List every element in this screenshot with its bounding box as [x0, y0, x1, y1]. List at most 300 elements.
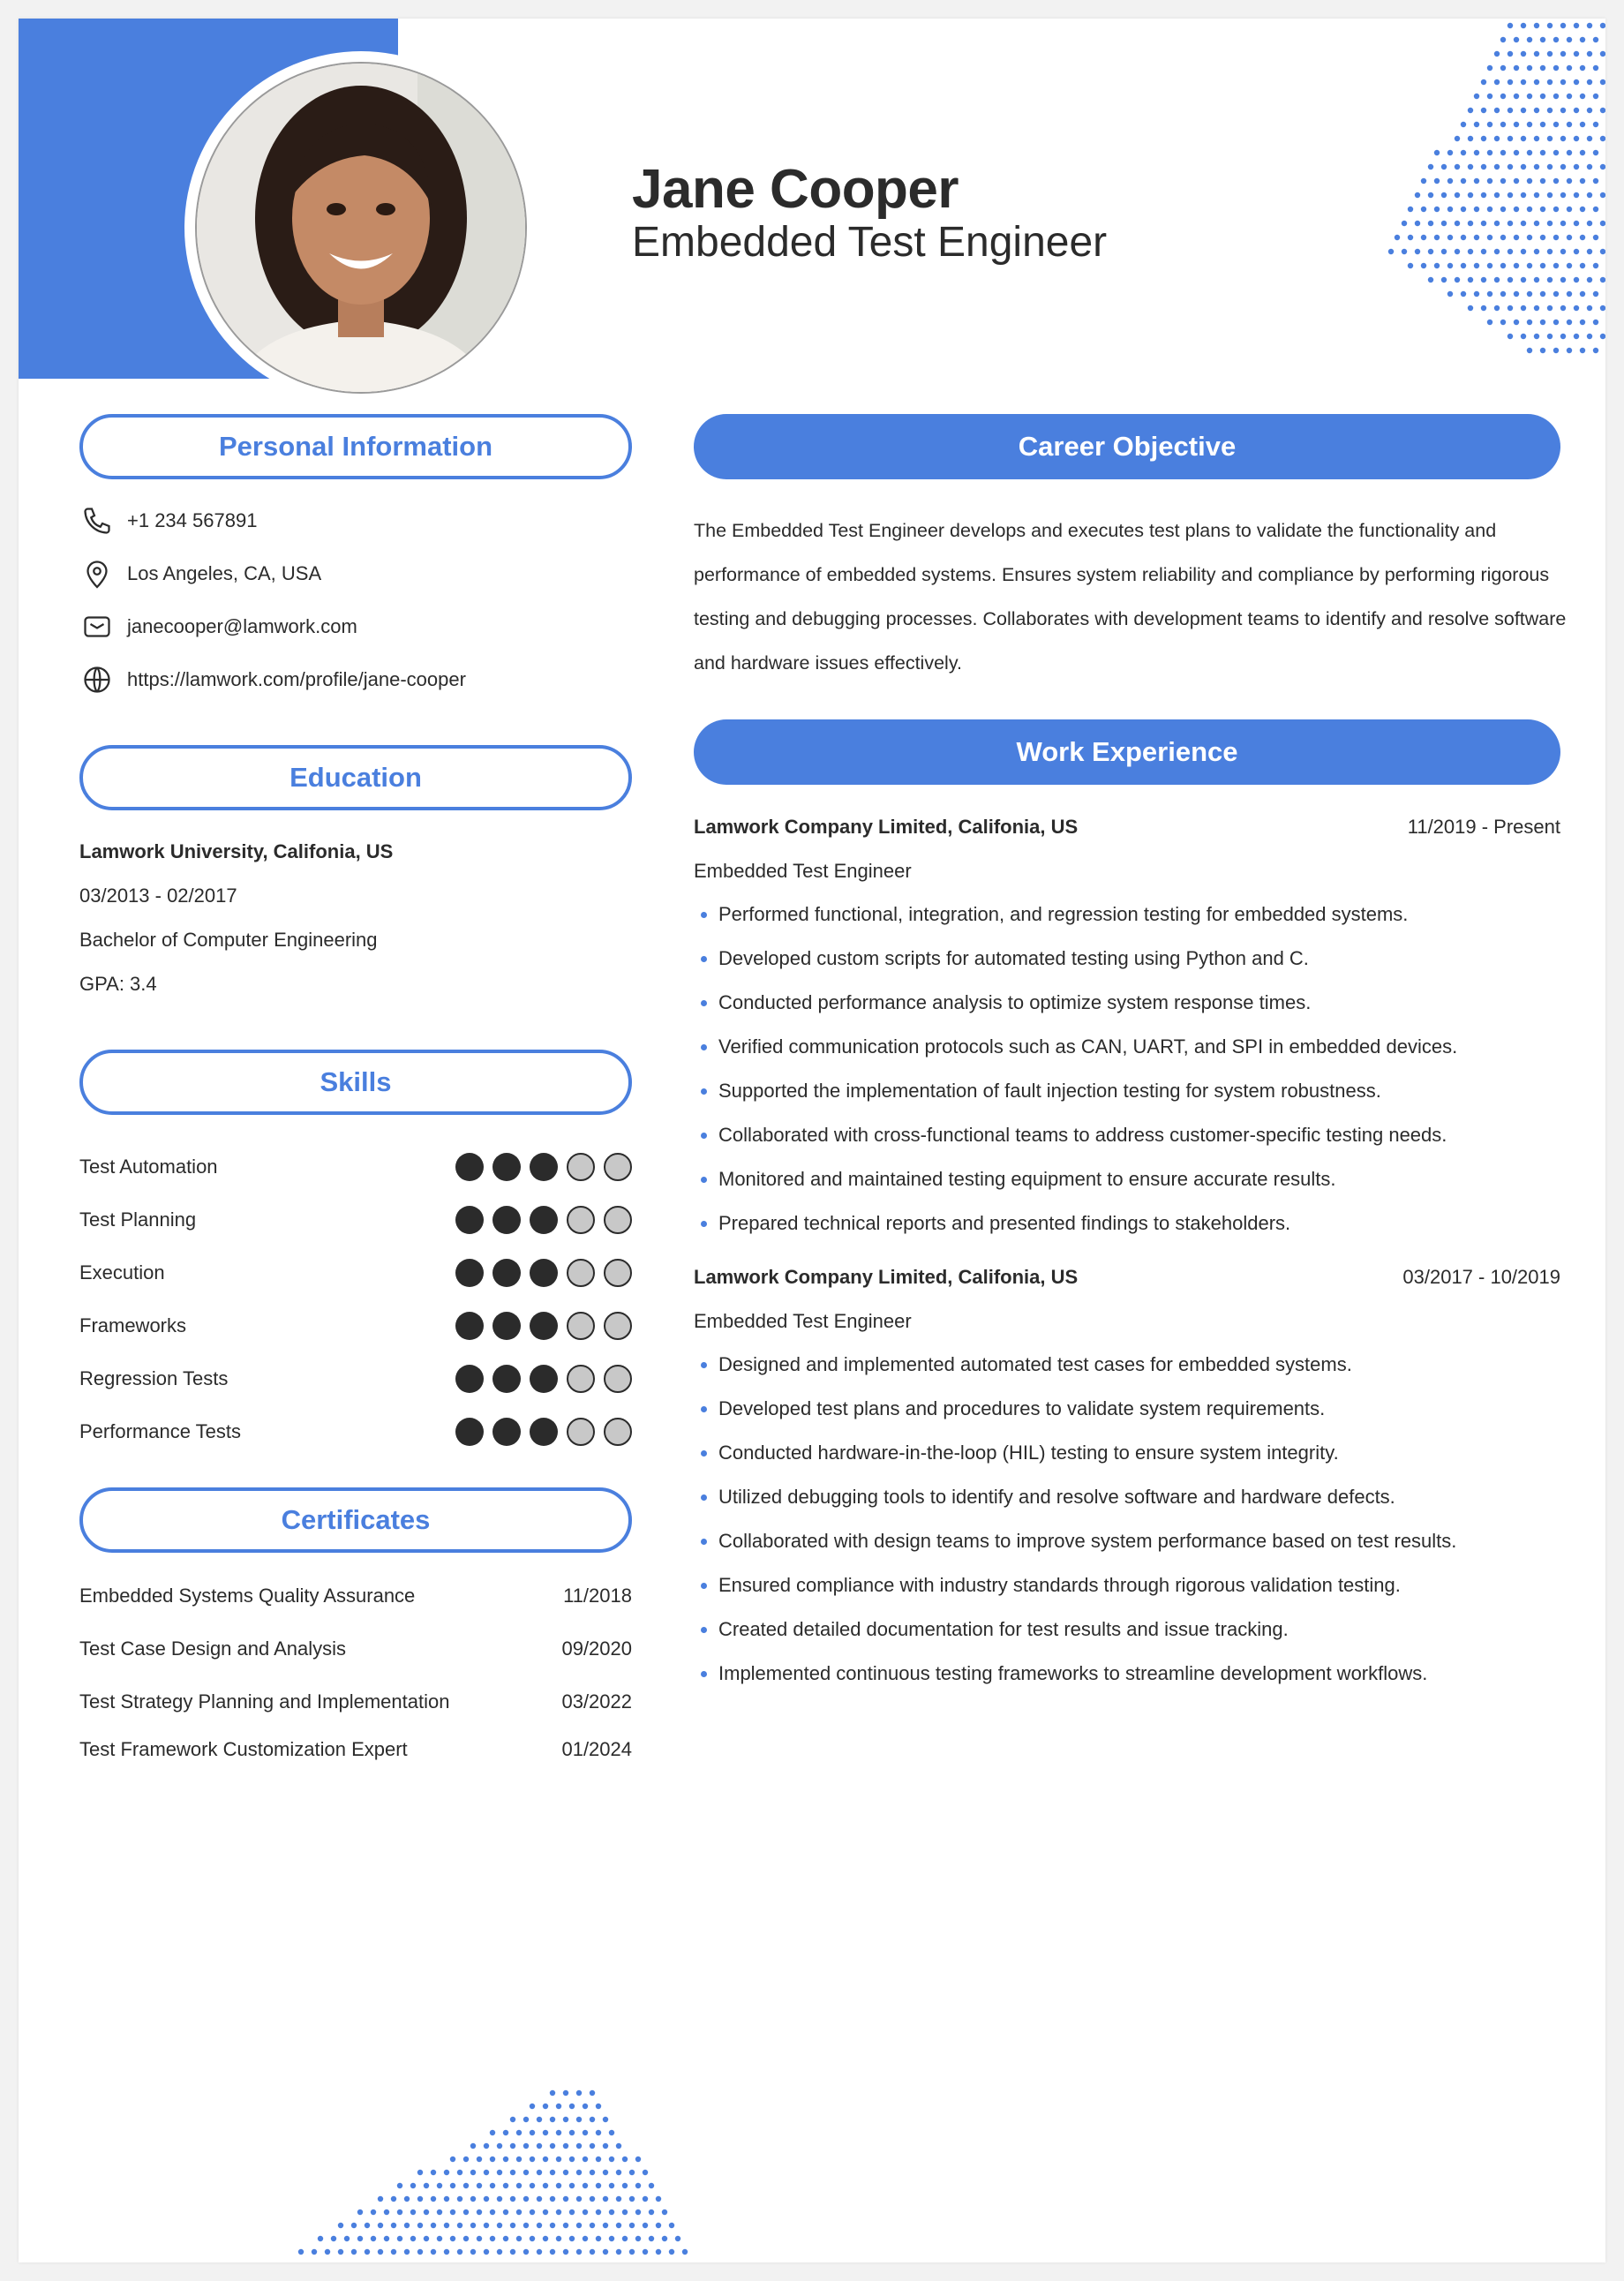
- pattern-dot: [1587, 79, 1592, 85]
- pattern-dot: [1574, 164, 1579, 169]
- pattern-dot: [391, 2196, 396, 2202]
- pattern-dot: [1553, 263, 1559, 268]
- location-icon: [79, 556, 115, 591]
- pattern-dot: [603, 2143, 608, 2149]
- pattern-dot: [556, 2183, 561, 2188]
- pattern-dot: [1534, 164, 1539, 169]
- pattern-dot: [603, 2223, 608, 2228]
- pattern-dot: [590, 2249, 595, 2255]
- pattern-dot: [1553, 348, 1559, 353]
- pattern-dot: [1514, 65, 1519, 71]
- pattern-dot: [338, 2223, 343, 2228]
- pattern-dot: [563, 2143, 568, 2149]
- pattern-dot: [590, 2117, 595, 2122]
- pattern-dot: [470, 2143, 476, 2149]
- pattern-dot: [1415, 192, 1420, 198]
- pattern-dot: [1587, 51, 1592, 56]
- pattern-dot: [530, 2104, 535, 2109]
- pattern-dot: [1434, 207, 1440, 212]
- email-icon: [79, 609, 115, 644]
- pattern-dot: [629, 2170, 635, 2175]
- contact-email-value[interactable]: janecooper@lamwork.com: [127, 615, 357, 637]
- pattern-dot: [1547, 108, 1553, 113]
- pattern-dot: [1421, 235, 1426, 240]
- pattern-dot: [312, 2249, 317, 2255]
- pattern-dot: [523, 2117, 529, 2122]
- pattern-dot: [1580, 207, 1585, 212]
- pattern-dot: [576, 2223, 582, 2228]
- pattern-dot: [1600, 23, 1605, 28]
- pattern-dot: [450, 2157, 455, 2162]
- pattern-dot: [622, 2183, 628, 2188]
- pattern-dot: [1500, 37, 1506, 42]
- pattern-dot: [622, 2157, 628, 2162]
- pattern-dot: [1521, 249, 1526, 254]
- pattern-dot: [1587, 192, 1592, 198]
- pattern-dot: [550, 2249, 555, 2255]
- pattern-dot: [596, 2104, 601, 2109]
- pattern-dot: [1474, 122, 1479, 127]
- pattern-dot: [1540, 348, 1545, 353]
- rating-dot-filled: [530, 1206, 558, 1234]
- pattern-dot: [1447, 150, 1453, 155]
- pattern-dot: [444, 2196, 449, 2202]
- pattern-dot: [431, 2196, 436, 2202]
- skill-row: [79, 1149, 632, 1185]
- rating-dot-empty: [567, 1418, 595, 1446]
- pattern-dot: [1600, 108, 1605, 113]
- pattern-dot: [609, 2183, 614, 2188]
- pattern-dot: [1574, 221, 1579, 226]
- pattern-dot: [530, 2183, 535, 2188]
- pattern-dot: [590, 2143, 595, 2149]
- pattern-dot: [1600, 51, 1605, 56]
- pattern-dot: [1481, 249, 1486, 254]
- job-dates: 03/2017 - 10/2019: [1402, 1266, 1560, 1288]
- pattern-dot: [417, 2170, 423, 2175]
- pattern-dot: [490, 2130, 495, 2135]
- pattern-dot: [410, 2236, 416, 2241]
- pattern-dot: [1553, 65, 1559, 71]
- pattern-dot: [470, 2223, 476, 2228]
- pattern-dot: [1527, 122, 1532, 127]
- pattern-dot: [1408, 263, 1413, 268]
- pattern-dot: [1428, 249, 1433, 254]
- pattern-dot: [1461, 150, 1466, 155]
- rating-dot-empty: [604, 1259, 632, 1287]
- pattern-dot: [1580, 122, 1585, 127]
- pattern-dot: [404, 2249, 410, 2255]
- pattern-dot: [470, 2249, 476, 2255]
- pattern-dot: [1534, 79, 1539, 85]
- pattern-dot: [516, 2130, 522, 2135]
- pattern-dot: [1534, 305, 1539, 311]
- pattern-dot: [635, 2209, 641, 2215]
- pattern-dot: [1567, 291, 1572, 297]
- pattern-dot: [1468, 221, 1473, 226]
- pattern-dot: [510, 2249, 515, 2255]
- pattern-dot: [1587, 164, 1592, 169]
- pattern-dot: [1441, 249, 1447, 254]
- candidate-name: Jane Cooper: [632, 159, 959, 220]
- pattern-dot: [1547, 221, 1553, 226]
- pattern-dot: [1560, 23, 1566, 28]
- pattern-dot: [1560, 79, 1566, 85]
- pattern-dot: [622, 2236, 628, 2241]
- pattern-dot: [1587, 23, 1592, 28]
- pattern-dot: [1600, 277, 1605, 282]
- pattern-dot: [344, 2236, 350, 2241]
- pattern-dot: [596, 2236, 601, 2241]
- contact-website: [79, 662, 466, 697]
- pattern-dot: [1540, 65, 1545, 71]
- pattern-dot: [331, 2236, 336, 2241]
- pattern-dot: [457, 2170, 462, 2175]
- pattern-dot: [603, 2117, 608, 2122]
- pattern-dot: [662, 2236, 667, 2241]
- pattern-dot: [1547, 192, 1553, 198]
- pattern-dot: [1481, 108, 1486, 113]
- pattern-dot: [497, 2170, 502, 2175]
- pattern-dot: [497, 2249, 502, 2255]
- pattern-dot: [503, 2130, 508, 2135]
- section-heading-personal-info: Personal Information: [79, 414, 632, 479]
- pattern-dot: [1527, 94, 1532, 99]
- pattern-dot: [1514, 207, 1519, 212]
- pattern-dot: [1507, 23, 1513, 28]
- pattern-dot: [1567, 320, 1572, 325]
- certificate-name: Embedded Systems Quality Assurance: [79, 1585, 416, 1607]
- pattern-dot: [510, 2196, 515, 2202]
- pattern-dot: [1574, 23, 1579, 28]
- pattern-dot: [603, 2170, 608, 2175]
- pattern-dot: [616, 2143, 621, 2149]
- pattern-dot: [1587, 334, 1592, 339]
- pattern-dot: [516, 2157, 522, 2162]
- pattern-dot: [516, 2209, 522, 2215]
- pattern-dot: [1547, 277, 1553, 282]
- pattern-dot: [1567, 94, 1572, 99]
- certificate-name: Test Case Design and Analysis: [79, 1637, 347, 1660]
- pattern-dot: [1580, 235, 1585, 240]
- pattern-dot: [596, 2209, 601, 2215]
- pattern-dot: [503, 2157, 508, 2162]
- pattern-dot: [1507, 221, 1513, 226]
- pattern-dot: [643, 2170, 648, 2175]
- pattern-dot: [463, 2209, 469, 2215]
- pattern-dot: [537, 2117, 542, 2122]
- pattern-dot: [1574, 277, 1579, 282]
- pattern-dot: [1560, 249, 1566, 254]
- resume-page: [19, 19, 1605, 2262]
- pattern-dot: [1527, 37, 1532, 42]
- section-heading-education: Education: [79, 745, 632, 810]
- rating-dot-filled: [455, 1153, 484, 1181]
- pattern-dot: [1421, 263, 1426, 268]
- pattern-dot: [1455, 192, 1460, 198]
- pattern-dot: [550, 2223, 555, 2228]
- pattern-dot: [1494, 277, 1500, 282]
- pattern-dot: [417, 2223, 423, 2228]
- pattern-dot: [1587, 136, 1592, 141]
- job-bullet: Created detailed documentation for test results and issue tracking.: [694, 1607, 1560, 1652]
- pattern-dot: [1600, 221, 1605, 226]
- pattern-dot: [569, 2183, 575, 2188]
- pattern-dot: [1434, 178, 1440, 184]
- rating-dot-filled: [530, 1312, 558, 1340]
- pattern-dot: [516, 2236, 522, 2241]
- pattern-dot: [1395, 235, 1400, 240]
- pattern-dot: [590, 2170, 595, 2175]
- pattern-dot: [1402, 249, 1407, 254]
- pattern-dot: [656, 2249, 661, 2255]
- globe-icon: [79, 662, 115, 697]
- pattern-dot: [1580, 65, 1585, 71]
- pattern-dot: [1514, 94, 1519, 99]
- pattern-dot: [1455, 249, 1460, 254]
- pattern-dot: [490, 2157, 495, 2162]
- pattern-dot: [563, 2117, 568, 2122]
- pattern-dot: [1441, 221, 1447, 226]
- pattern-dot: [1567, 263, 1572, 268]
- pattern-dot: [1487, 320, 1492, 325]
- pattern-dot: [1560, 51, 1566, 56]
- pattern-dot: [477, 2183, 482, 2188]
- pattern-dot: [1521, 108, 1526, 113]
- pattern-dot: [569, 2157, 575, 2162]
- pattern-dot: [1521, 136, 1526, 141]
- pattern-dot: [635, 2183, 641, 2188]
- pattern-dot: [1507, 51, 1513, 56]
- pattern-dot: [563, 2170, 568, 2175]
- rating-dot-empty: [604, 1418, 632, 1446]
- pattern-dot: [530, 2209, 535, 2215]
- pattern-dot: [1574, 192, 1579, 198]
- section-heading-certificates: Certificates: [79, 1487, 632, 1553]
- rating-dot-filled: [492, 1259, 521, 1287]
- pattern-dot: [1507, 277, 1513, 282]
- pattern-dot: [537, 2196, 542, 2202]
- contact-website-value[interactable]: https://lamwork.com/profile/jane-cooper: [127, 668, 466, 690]
- pattern-dot: [1547, 249, 1553, 254]
- pattern-dot: [1547, 136, 1553, 141]
- job-bullet: Performed functional, integration, and regression testing for embedded systems.: [694, 892, 1560, 937]
- pattern-dot: [550, 2117, 555, 2122]
- pattern-dot: [643, 2249, 648, 2255]
- pattern-dot: [1514, 320, 1519, 325]
- pattern-dot: [1447, 235, 1453, 240]
- pattern-dot: [1553, 178, 1559, 184]
- pattern-dot: [1593, 235, 1598, 240]
- pattern-dot: [1494, 79, 1500, 85]
- pattern-dot: [1553, 320, 1559, 325]
- pattern-dot: [357, 2209, 363, 2215]
- pattern-dot: [338, 2249, 343, 2255]
- pattern-dot: [1534, 277, 1539, 282]
- pattern-dot: [417, 2249, 423, 2255]
- pattern-dot: [463, 2157, 469, 2162]
- pattern-dot: [1574, 334, 1579, 339]
- pattern-dot: [556, 2209, 561, 2215]
- pattern-dot: [1587, 221, 1592, 226]
- pattern-dot: [1500, 263, 1506, 268]
- pattern-dot: [556, 2130, 561, 2135]
- pattern-dot: [1487, 94, 1492, 99]
- pattern-dot: [1574, 108, 1579, 113]
- pattern-dot: [1587, 249, 1592, 254]
- pattern-dot: [1428, 221, 1433, 226]
- education-dates: 03/2013 - 02/2017: [79, 885, 237, 907]
- pattern-dot: [590, 2196, 595, 2202]
- pattern-dot: [1494, 136, 1500, 141]
- pattern-dot: [1408, 235, 1413, 240]
- pattern-dot: [1521, 221, 1526, 226]
- pattern-dot: [1600, 192, 1605, 198]
- pattern-dot: [530, 2130, 535, 2135]
- rating-dot-filled: [492, 1206, 521, 1234]
- pattern-dot: [484, 2143, 489, 2149]
- pattern-dot: [351, 2249, 357, 2255]
- job-bullet: Implemented continuous testing frameworks to streamline development workflows.: [694, 1652, 1560, 1696]
- pattern-dot: [378, 2249, 383, 2255]
- pattern-dot: [1468, 249, 1473, 254]
- skill-name: Test Planning: [79, 1208, 197, 1231]
- pattern-dot: [1500, 65, 1506, 71]
- pattern-dot: [1388, 249, 1394, 254]
- pattern-dot: [1507, 136, 1513, 141]
- pattern-dot: [1527, 178, 1532, 184]
- pattern-dot: [1600, 79, 1605, 85]
- certificate-name: Test Strategy Planning and Implementation: [79, 1690, 450, 1713]
- skill-rating: [455, 1312, 632, 1340]
- pattern-dot: [378, 2223, 383, 2228]
- pattern-dot: [1547, 23, 1553, 28]
- pattern-dot: [523, 2170, 529, 2175]
- pattern-dot: [622, 2209, 628, 2215]
- pattern-dot: [590, 2223, 595, 2228]
- pattern-dot: [616, 2170, 621, 2175]
- pattern-dot: [603, 2249, 608, 2255]
- pattern-dot: [1540, 263, 1545, 268]
- pattern-dot: [1593, 263, 1598, 268]
- profile-photo: [197, 64, 525, 392]
- rating-dot-filled: [455, 1365, 484, 1393]
- job-role: Embedded Test Engineer: [694, 1310, 912, 1332]
- pattern-dot: [1487, 178, 1492, 184]
- pattern-dot: [543, 2104, 548, 2109]
- pattern-dot: [616, 2196, 621, 2202]
- contact-location: [79, 556, 321, 591]
- rating-dot-empty: [567, 1259, 595, 1287]
- pattern-dot: [1600, 334, 1605, 339]
- pattern-dot: [444, 2170, 449, 2175]
- pattern-dot: [1514, 178, 1519, 184]
- pattern-dot: [1600, 249, 1605, 254]
- job-bullet: Collaborated with cross-functional teams to address customer-specific testing needs.: [694, 1113, 1560, 1157]
- skill-row: [79, 1202, 632, 1238]
- pattern-dot: [543, 2236, 548, 2241]
- pattern-dot: [437, 2209, 442, 2215]
- pattern-dot: [1507, 108, 1513, 113]
- job-bullet: Verified communication protocols such as CAN, UART, and SPI in embedded devices.: [694, 1025, 1560, 1069]
- pattern-dot: [1527, 320, 1532, 325]
- pattern-dot: [669, 2249, 674, 2255]
- pattern-dot: [1540, 235, 1545, 240]
- pattern-dot: [490, 2183, 495, 2188]
- pattern-dot: [1514, 263, 1519, 268]
- pattern-dot: [550, 2090, 555, 2096]
- rating-dot-filled: [492, 1365, 521, 1393]
- job-bullets: [694, 892, 1560, 1246]
- job-bullet: Developed custom scripts for automated testing using Python and C.: [694, 937, 1560, 981]
- pattern-dot: [1593, 178, 1598, 184]
- pattern-dot: [1421, 207, 1426, 212]
- pattern-dot: [1574, 136, 1579, 141]
- pattern-dot: [1553, 37, 1559, 42]
- pattern-dot: [1468, 108, 1473, 113]
- pattern-dot: [1580, 150, 1585, 155]
- pattern-dot: [1567, 348, 1572, 353]
- rating-dot-empty: [567, 1312, 595, 1340]
- pattern-dot: [1434, 235, 1440, 240]
- pattern-dot: [1487, 263, 1492, 268]
- pattern-dot: [431, 2170, 436, 2175]
- pattern-dot: [1500, 291, 1506, 297]
- pattern-dot: [1461, 235, 1466, 240]
- pattern-dot: [1593, 320, 1598, 325]
- contact-phone: [79, 503, 257, 538]
- job-header: [694, 816, 1560, 839]
- pattern-dot: [450, 2236, 455, 2241]
- pattern-dot: [583, 2130, 588, 2135]
- pattern-dot: [1567, 65, 1572, 71]
- pattern-dot: [378, 2196, 383, 2202]
- pattern-dot: [503, 2236, 508, 2241]
- pattern-dot: [1461, 291, 1466, 297]
- pattern-dot: [1534, 334, 1539, 339]
- pattern-dot: [1593, 122, 1598, 127]
- pattern-dot: [404, 2196, 410, 2202]
- pattern-dot: [457, 2223, 462, 2228]
- pattern-dot: [583, 2157, 588, 2162]
- pattern-dot: [649, 2209, 654, 2215]
- pattern-dot: [1500, 150, 1506, 155]
- pattern-dot: [1560, 334, 1566, 339]
- job-header: [694, 1266, 1560, 1289]
- pattern-dot: [563, 2196, 568, 2202]
- pattern-dot: [510, 2117, 515, 2122]
- pattern-dot: [563, 2223, 568, 2228]
- pattern-dot: [563, 2090, 568, 2096]
- pattern-dot: [523, 2223, 529, 2228]
- pattern-dot: [1534, 136, 1539, 141]
- pattern-dot: [1593, 207, 1598, 212]
- pattern-dot: [450, 2183, 455, 2188]
- pattern-dot: [649, 2183, 654, 2188]
- pattern-dot: [1540, 207, 1545, 212]
- skill-name: Execution: [79, 1261, 165, 1284]
- pattern-dot: [1547, 164, 1553, 169]
- pattern-dot: [470, 2170, 476, 2175]
- pattern-dot: [1402, 221, 1407, 226]
- pattern-dot: [1587, 277, 1592, 282]
- skill-rating: [455, 1206, 632, 1234]
- pattern-dot: [1447, 291, 1453, 297]
- education-gpa: GPA: 3.4: [79, 973, 157, 995]
- pattern-dot: [1600, 136, 1605, 141]
- rating-dot-filled: [455, 1206, 484, 1234]
- pattern-dot: [1567, 122, 1572, 127]
